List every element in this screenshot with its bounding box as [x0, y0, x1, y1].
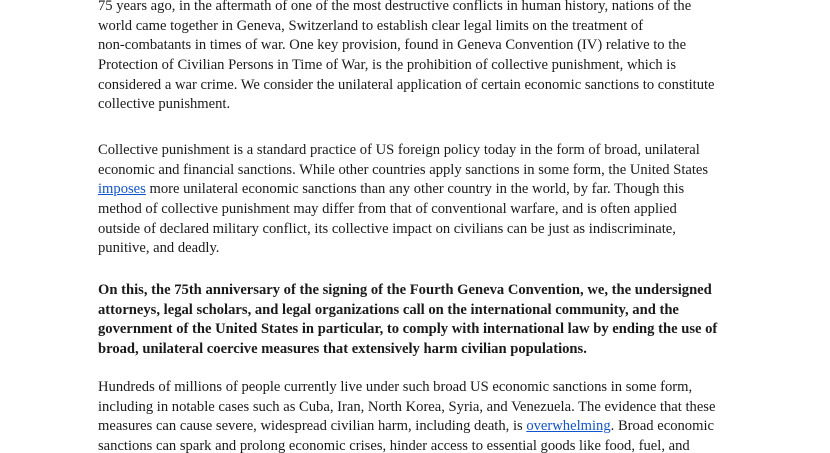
text-segment: . Broad economic — [610, 418, 714, 435]
text-line — [98, 180, 758, 200]
text-line — [98, 417, 758, 437]
text-line: government of the United States in particular, to comply with international law by ending the use of — [98, 321, 718, 338]
text-line: sanctions can spark and prolong economic crises, hinder access to essential goods like food, fuel, and — [98, 438, 690, 453]
text-line: non-combatants in times of war. One key provision, found in Geneva Convention (IV) relative to the — [98, 37, 687, 54]
text-line: outside of declared military conflict, its collective impact on civilians can be just as indiscriminate, — [98, 220, 676, 237]
text-line: Collective punishment is a standard practice of US foreign policy today in the form of broad, unilateral — [98, 142, 700, 158]
text-line: economic and financial sanctions. While other countries apply sanctions in some form, the United States — [98, 161, 709, 178]
text-line: On this, the 75th anniversary of the signing of the Fourth Geneva Convention, we, the undersigned — [98, 282, 712, 298]
paragraph-sanctions-impact — [98, 378, 758, 453]
overwhelming-link[interactable]: overwhelming — [526, 418, 611, 435]
text-line: Hundreds of millions of people currently live under such broad US economic sanctions in some form, — [98, 379, 693, 395]
paragraph-intro — [98, 0, 758, 115]
text-line: world came together in Geneva, Switzerland to establish clear legal limits on the treatment of — [98, 17, 644, 34]
imposes-link[interactable]: imposes — [98, 181, 146, 198]
text-line: Protection of Civilian Persons in Time of War, is the prohibition of collective punishment, which is — [98, 57, 677, 74]
text-line: considered a war crime. We consider the unilateral application of certain economic sanctions to constitute — [98, 76, 715, 93]
text-line: 75 years ago, in the aftermath of one of the most destructive conflicts in human history, nations of the — [98, 0, 692, 14]
text-line: including in notable cases such as Cuba, Iran, North Korea, Syria, and Venezuela. The evidence that these — [98, 398, 716, 415]
text-line: broad, unilateral coercive measures that extensively harm civilian populations. — [98, 340, 587, 357]
text-segment: measures can cause severe, widespread civilian harm, including death, is — [98, 418, 527, 435]
paragraph-collective-punishment — [98, 141, 758, 259]
text-line: punitive, and deadly. — [98, 240, 220, 257]
text-line: attorneys, legal scholars, and legal organizations call on the international community, and the — [98, 301, 679, 318]
text-line: collective punishment. — [98, 96, 231, 113]
paragraph-call-to-action — [98, 281, 758, 359]
text-segment: more unilateral economic sanctions than any other country in the world, by far. Though this — [145, 181, 685, 198]
text-line: method of collective punishment may differ from that of conventional warfare, and is often applied — [98, 201, 677, 218]
